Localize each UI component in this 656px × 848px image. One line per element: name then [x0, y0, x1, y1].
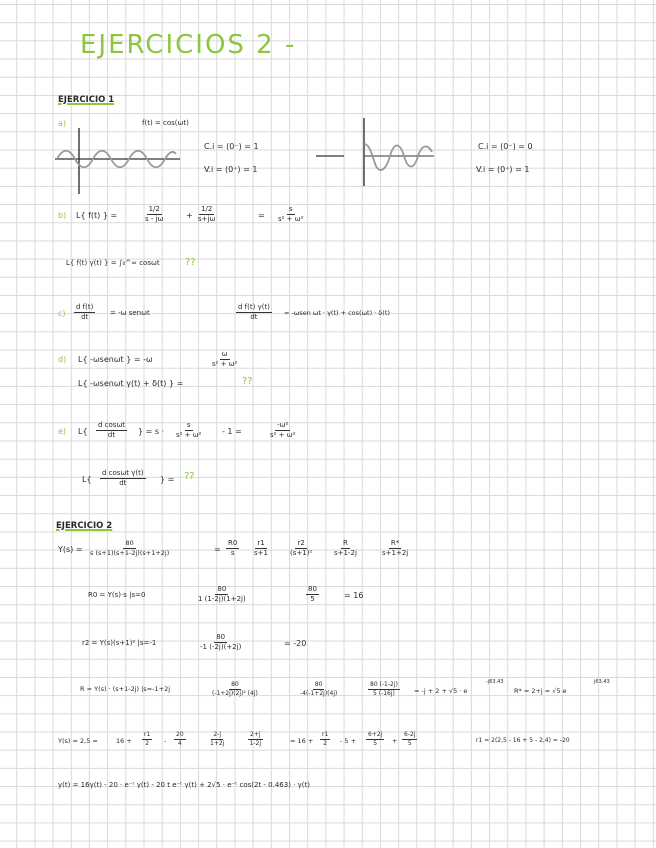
residue-r-num-2: 80 — [313, 682, 325, 690]
partial-equals: = — [214, 545, 221, 554]
fraction-e2 — [270, 422, 295, 440]
residue-r2-num: 80 — [214, 634, 227, 643]
time-domain-solution: y(t) = 16γ(t) - 20 · e⁻ᵗ γ(t) - 20 t e⁻ᵗ γ(t) + 2√5 · e⁻ᵗ cos(2t - 0.463) · γ(t) — [58, 781, 310, 789]
laplace-e2-open: L{ — [82, 475, 92, 484]
eval-y-plus: + — [392, 737, 398, 745]
fraction-b1-den: s - jω — [145, 215, 164, 224]
partial-term-1-den: s — [230, 549, 235, 558]
fraction-b2-den: s+jω — [198, 215, 216, 224]
residue-r2-def: r2 = Y(s)(s+1)² |s=-1 — [82, 639, 157, 647]
eval-y-frac-4-num: 2+j — [248, 732, 263, 740]
initial-condition-1: C.i = (0⁻) = 1 — [204, 142, 259, 151]
eval-y-frac-3-den: 1+2j — [210, 740, 225, 748]
residue-r-den-3: 5 (-16j) — [372, 690, 395, 698]
residue-r0-den: 1 (1-2j)(1+2j) — [198, 595, 246, 604]
fraction-b1 — [145, 206, 163, 224]
partial-term-1 — [226, 540, 239, 558]
initial-value-2: V.i = (0⁺) = 1 — [476, 165, 530, 174]
laplace-e-open: L{ — [78, 427, 88, 436]
fraction-d — [212, 351, 237, 369]
eval-y-frac-1-den: 2 — [145, 740, 150, 748]
partial-term-4-den: s+1-2j — [334, 549, 357, 558]
fraction-b2 — [198, 206, 215, 224]
derivative-c2-result: = -ωsen ωt · γ(t) + cos(ωt) · δ(t) — [284, 309, 390, 317]
eval-y-frac-3-num: 2-j — [211, 732, 223, 740]
eval-y-frac-7 — [402, 732, 417, 748]
partial-term-3-num: r2 — [295, 540, 306, 549]
residue-r2-value: = -20 — [284, 639, 307, 648]
fraction-b3-num: s — [287, 206, 295, 215]
derivative-c2-num: d f(t) γ(t) — [236, 304, 272, 313]
part-c-label: c) — [58, 309, 66, 318]
question-marks-d: ?? — [242, 376, 253, 387]
fraction-b1-num: 1/2 — [147, 206, 162, 215]
eval-y-frac-2 — [174, 732, 186, 748]
laplace-d-line1: L{ -ωsenωt } = -ω — [78, 355, 153, 364]
initial-condition-2: C.i = (0⁻) = 0 — [478, 142, 533, 151]
residue-r-exponent: -j63.43 — [486, 679, 504, 685]
question-marks-b: ?? — [185, 257, 196, 268]
derivative-c1-result: = -ω senωt — [110, 309, 150, 317]
eval-y-frac-6-num: 6+2j — [366, 732, 384, 740]
partial-term-5-num: R* — [389, 540, 401, 549]
derivative-c2 — [236, 304, 272, 322]
residue-r0-fraction-2 — [306, 586, 319, 604]
laplace-e-minus: - 1 = — [222, 427, 242, 436]
question-marks-e: ?? — [184, 471, 195, 482]
eval-y-equals: = 16 + — [290, 737, 314, 745]
eval-y-frac-1-num: r1 — [142, 732, 152, 740]
residue-r2-den: -1 (-2j)(+2j) — [200, 643, 242, 652]
eval-y-frac-5-num: r1 — [320, 732, 330, 740]
eval-y-frac-4-den: 1-2j — [249, 740, 261, 748]
cosine-step-graph — [314, 118, 439, 186]
transfer-fraction — [90, 540, 169, 557]
transfer-num: 80 — [125, 539, 134, 547]
residue-r1-calc: r1 = 2(2,5 - 16 + 5 - 2,4) = -20 — [476, 737, 570, 744]
eval-y-frac-6-den: 5 — [373, 740, 378, 748]
derivative-c2-den: dt — [250, 313, 258, 322]
fraction-e2-den: s² + ω² — [270, 431, 296, 440]
residue-r0-def: R0 = Y(s)·s |s=0 — [88, 591, 146, 599]
fraction-e1 — [176, 422, 201, 440]
derivative-e1 — [96, 422, 127, 440]
transfer-den: s (s+1)(s+1-2j)(s+1+2j) — [90, 548, 170, 557]
laplace-e2-close: } = — [160, 475, 175, 484]
derivative-e2 — [100, 470, 146, 488]
equals-sign: = — [258, 211, 265, 220]
fraction-b2-num: 1/2 — [199, 206, 214, 215]
eval-y-term-1: 16 + — [116, 737, 132, 745]
partial-term-5 — [382, 540, 408, 558]
eval-y-frac-7-den: 5 — [407, 740, 412, 748]
page-title: EJERCICIOS 2 - — [80, 30, 297, 60]
part-e-label: e) — [58, 427, 67, 436]
residue-r-den-2: -4(-1+2j)(4j) — [300, 690, 338, 698]
residue-r-num: 80 — [229, 682, 241, 690]
residue-r-num-3: 80 (-1-2j) — [368, 682, 400, 690]
eval-y-frac-7-num: 6-2j — [402, 732, 417, 740]
eval-y-minus-5: - 5 + — [340, 737, 357, 745]
fraction-b3-den: s² + ω² — [278, 215, 304, 224]
residue-r0-num-2: 80 — [306, 586, 319, 595]
fraction-d-num: ω — [220, 351, 230, 360]
transfer-y-label: Y(s) = — [58, 545, 83, 554]
plus-sign: + — [186, 211, 193, 220]
eval-y-frac-2-num: 20 — [174, 732, 186, 740]
laplace-e-mult: } = s · — [138, 427, 165, 436]
residue-r-fraction — [212, 682, 258, 698]
eval-y-frac-6 — [366, 732, 384, 748]
part-d-label: d) — [58, 355, 67, 364]
residue-r-conjugate-exponent: j63.43 — [594, 679, 610, 685]
fraction-d-den: s² + ω² — [212, 360, 238, 369]
residue-r-den: (-1+2j)(2j)² (4j) — [212, 690, 258, 698]
eval-y-frac-2-den: 4 — [177, 740, 182, 748]
function-definition: f(t) = cos(ωt) — [142, 119, 189, 127]
partial-term-2-num: r1 — [255, 540, 266, 549]
fraction-e1-num: s — [185, 422, 193, 431]
eval-y-frac-5 — [320, 732, 330, 748]
exercise-2-heading: EJERCICIO 2 — [56, 521, 113, 531]
derivative-c1-den: dt — [81, 313, 89, 322]
cosine-graph — [55, 128, 180, 194]
derivative-c1 — [74, 304, 95, 322]
cosine-step-curve — [364, 144, 432, 170]
laplace-integral: L{ f(t) γ(t) } = ∫₀^∞ cosωt — [66, 259, 160, 267]
residue-r0-num: 80 — [215, 586, 228, 595]
partial-term-4 — [334, 540, 357, 558]
fraction-e1-den: s² + ω² — [176, 431, 202, 440]
eval-y-frac-1 — [142, 732, 152, 748]
derivative-c1-num: d f(t) — [74, 304, 95, 313]
laplace-lhs: L{ f(t) } = — [76, 211, 118, 220]
exercise-1-heading: EJERCICIO 1 — [58, 95, 115, 105]
partial-term-2-den: s+1 — [254, 549, 268, 558]
initial-value-1: V.i = (0⁺) = 1 — [204, 165, 258, 174]
eval-y-frac-4 — [248, 732, 263, 748]
residue-r0-den-2: 5 — [310, 595, 315, 604]
partial-term-3 — [290, 540, 312, 558]
part-b-label: b) — [58, 211, 67, 220]
fraction-e2-num: -ω² — [275, 422, 290, 431]
eval-y-minus: - — [164, 737, 167, 745]
derivative-e2-num: d cosωt γ(t) — [100, 470, 146, 479]
part-a-label: a) — [58, 119, 67, 128]
partial-term-2 — [254, 540, 268, 558]
residue-r0-fraction — [198, 586, 246, 604]
derivative-e1-den: dt — [107, 431, 116, 440]
eval-y-label: Y(s) = 2,5 = — [58, 737, 98, 745]
residue-r-conjugate: R* = 2+j = √5 e — [514, 687, 567, 695]
fraction-b3 — [278, 206, 303, 224]
partial-term-1-num: R0 — [226, 540, 239, 549]
residue-r0-value: = 16 — [344, 591, 364, 600]
partial-term-3-den: (s+1)² — [290, 549, 313, 558]
partial-term-4-num: R — [341, 540, 350, 549]
residue-r-fraction-3 — [368, 682, 400, 698]
residue-r-fraction-2 — [300, 682, 337, 698]
residue-r-def: R = Y(s) · (s+1-2j) |s=-1+2j — [80, 685, 171, 693]
residue-r2-fraction — [200, 634, 241, 652]
laplace-d-line2: L{ -ωsenωt γ(t) + δ(t) } = — [78, 379, 184, 388]
partial-term-5-den: s+1+2j — [382, 549, 409, 558]
residue-r-value: = -j + 2 + √5 · e — [414, 687, 468, 695]
eval-y-frac-5-den: 2 — [323, 740, 328, 748]
derivative-e1-num: d cosωt — [96, 422, 127, 431]
derivative-e2-den: dt — [119, 479, 127, 488]
eval-y-frac-3 — [210, 732, 224, 748]
